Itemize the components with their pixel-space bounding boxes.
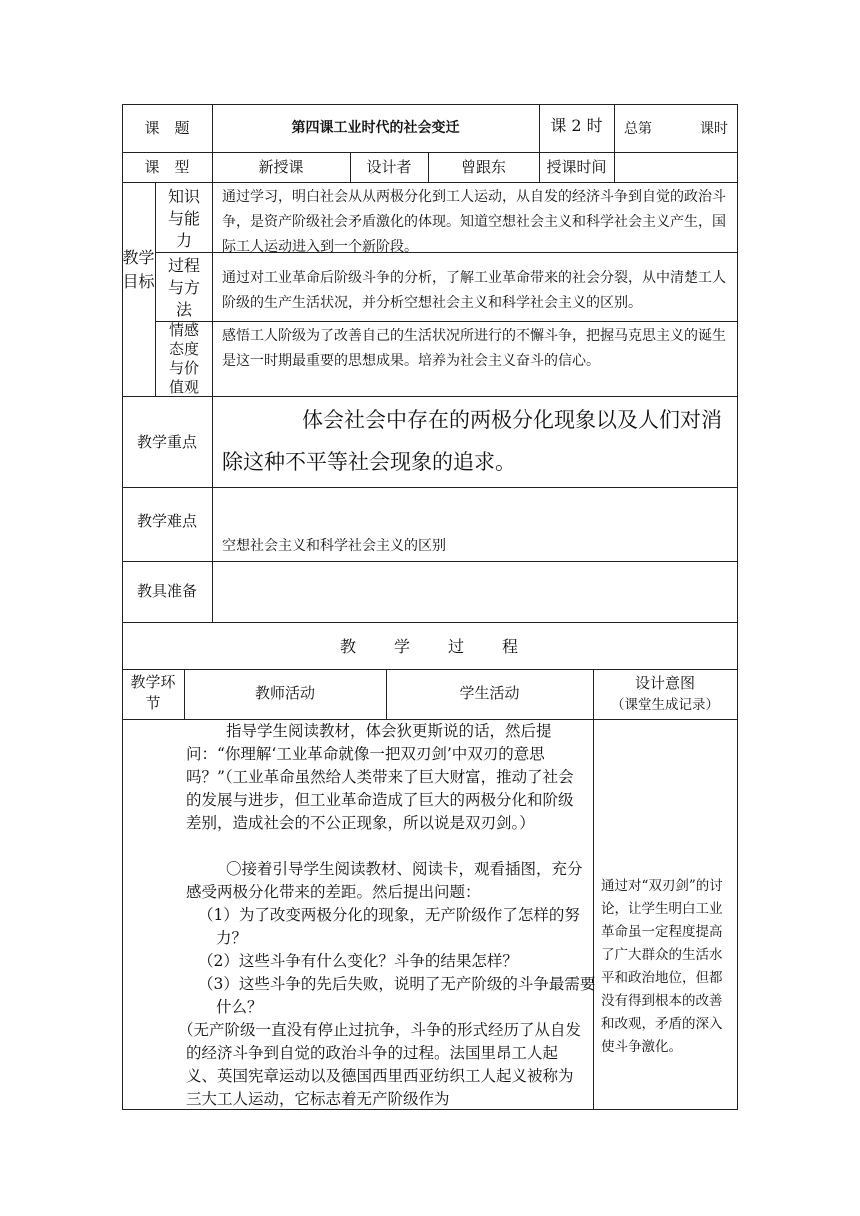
designer-value: 曾跟东 [460, 158, 506, 176]
col-segment: 教学环节 [130, 673, 176, 712]
col-design-sub: （课堂生成记录） [611, 697, 719, 713]
key-point-label: 教学重点 [136, 433, 197, 451]
hours-label: 课时 [700, 121, 728, 137]
goal-process-label: 过程与方法 [167, 256, 200, 319]
design-intent-note: 通过对“双刃剑”的讨论，让学生明白工业革命虽一定程度提高了广大群众的生活水平和政治地位，但都没有得到根本的改善和改观，矛盾的深入使斗争激化。 [601, 878, 723, 1055]
goal-knowledge-text: 通过学习，明白社会从从两极分化到工人运动，从自发的经济斗争到自觉的政治斗争，是资产阶级社会矛盾激化的体现。知道空想社会主义和科学社会主义产生，国际工人运动进入到一个新阶段。 [222, 189, 726, 255]
ke-ti-label: 课 题 [144, 119, 190, 137]
difficult-point-text: 空想社会主义和科学社会主义的区别 [222, 538, 446, 554]
col-teacher-activity: 教师活动 [254, 684, 315, 702]
goal-knowledge-label: 知识与能力 [167, 187, 200, 250]
ke-xing-label: 课 型 [144, 158, 190, 176]
lesson-title: 第四课工业时代的社会变迁 [291, 120, 460, 136]
difficult-point-label: 教学难点 [136, 512, 197, 530]
ke-xing-value: 新授课 [258, 158, 304, 176]
designer-label: 设计者 [366, 158, 412, 176]
goal-process-text: 通过对工业革命后阶级斗争的分析，了解工业革命带来的社会分裂，从中清楚工人阶级的生产生活状况，并分析空想社会主义和科学社会主义的区别。 [222, 270, 726, 311]
col-student-activity: 学生活动 [459, 684, 520, 702]
goal-emotion-text: 感悟工人阶级为了改善自己的生活状况所进行的不懈斗争，把握马克思主义的诞生是这一时期最重要的思想成果。培养为社会主义奋斗的信心。 [222, 328, 726, 369]
process-question: （1）为了改变两极分化的现象，无产阶级作了怎样的努力？ [198, 906, 580, 947]
teaching-tools-label: 教具准备 [136, 582, 197, 600]
goal-emotion-label: 情感态度与价值观 [168, 321, 199, 396]
process-question: （3）这些斗争的先后失败，说明了无产阶级的斗争最需要什么？ [198, 975, 596, 1016]
col-design-intent: 设计意图 [634, 674, 695, 692]
process-paragraph: 指导学生阅读教材，体会狄更斯说的话，然后提问：“你理解‘工业革命就像一把双刃剑’中双刃的意思吗？”（工业革命虽然给人类带来了巨大财富，推动了社会的发展与进步，但工业革命造成了巨大的两极分化和阶级差别，造成社会的不公正现象，所以说是双刃剑。） [186, 722, 574, 832]
process-paragraph: 〇接着引导学生阅读教材、阅读卡，观看插图，充分感受两极分化带来的差距。然后提出问题： [186, 860, 583, 901]
goals-group-label: 教学目标 [122, 248, 155, 291]
class-hours: 课 2 时 [550, 116, 603, 135]
process-question: （2）这些斗争有什么变化？斗争的结果怎样？ [198, 952, 518, 970]
process-paragraph: （无产阶级一直没有停止过抗争，斗争的形式经历了从自发的经济斗争到自觉的政治斗争的过程。法国里昂工人起义、英国宪章运动以及德国西里西亚纺织工人起义被称为三大工人运动，它标志着无产阶级作为 [178, 1021, 582, 1108]
process-heading: 教 学 过 程 [339, 637, 520, 656]
total-label: 总第 [624, 121, 652, 137]
time-label: 授课时间 [546, 158, 607, 176]
key-point-text: 体会社会中存在的两极分化现象以及人们对消除这种不平等社会现象的追求。 [222, 408, 722, 474]
